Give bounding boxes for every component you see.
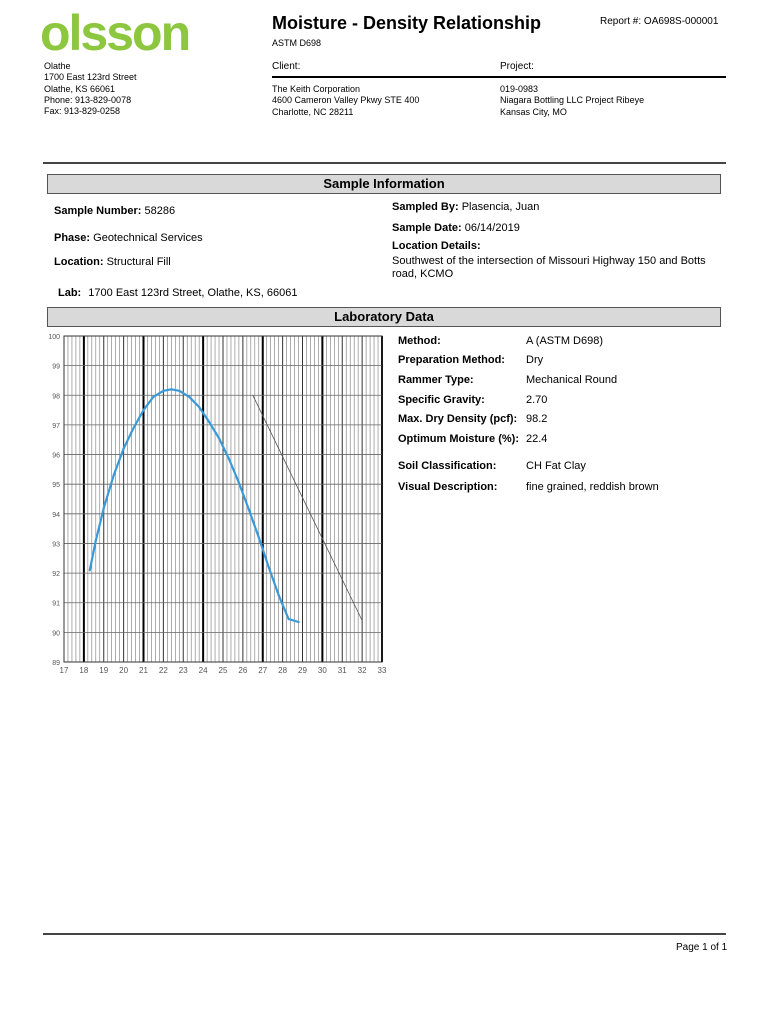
curve-point	[297, 621, 299, 623]
sample-date-value: 06/14/2019	[464, 222, 520, 234]
curve-point	[103, 507, 105, 509]
x-tick-label: 25	[218, 666, 228, 675]
x-tick-label: 26	[238, 666, 248, 675]
curve-point	[208, 421, 210, 423]
company-address	[44, 61, 137, 117]
curve-point	[248, 508, 250, 510]
location-value: Structural Fill	[106, 256, 171, 268]
x-tick-label: 21	[139, 666, 148, 675]
specific-gravity-value: 2.70	[526, 394, 548, 406]
location-field	[54, 256, 171, 268]
max-dry-density-value: 98.2	[526, 413, 548, 425]
y-tick-label: 97	[52, 422, 60, 430]
location-details-label: Location Details:	[392, 240, 481, 252]
olsson-logo: olsson	[40, 5, 190, 61]
curve-point	[170, 388, 172, 390]
y-tick-label: 91	[52, 600, 60, 608]
client-line: The Keith Corporation	[272, 84, 361, 94]
lab-label: Lab:	[58, 287, 82, 299]
curve-point	[152, 396, 154, 398]
preparation-method-key: Preparation Method:	[398, 354, 505, 366]
x-tick-label: 27	[258, 666, 268, 675]
client-line: 4600 Cameron Valley Pkwy STE 400	[272, 95, 420, 106]
x-tick-label: 31	[337, 666, 347, 675]
sampled-by-value: Plasencia, Juan	[461, 201, 540, 213]
x-tick-label: 22	[158, 666, 168, 675]
rammer-type-value: Mechanical Round	[526, 374, 618, 386]
curve-point	[228, 458, 230, 460]
address-line: Olathe, KS 66061	[44, 83, 116, 94]
report-number-label: Report #:	[600, 16, 642, 27]
curve-point	[89, 569, 91, 571]
curve-point	[142, 409, 144, 411]
x-tick-label: 30	[317, 666, 327, 675]
curve-point	[123, 448, 125, 450]
header-divider	[272, 76, 726, 78]
curve-point	[258, 536, 260, 538]
curve-point	[95, 539, 97, 541]
y-tick-label: 98	[52, 393, 60, 401]
sample-date-label: Sample Date:	[392, 222, 462, 234]
page-number: Page 1 of 1	[676, 942, 728, 953]
curve-point	[113, 474, 115, 476]
address-line: Fax: 913-829-0258	[44, 106, 121, 117]
x-tick-label: 28	[278, 666, 288, 675]
curve-point	[198, 406, 200, 408]
footer-divider	[43, 933, 726, 935]
client-heading: Client:	[272, 61, 301, 72]
curve-point	[162, 390, 164, 392]
phase-field	[54, 232, 203, 244]
y-tick-label: 93	[52, 541, 60, 549]
method-key: Method:	[398, 335, 441, 347]
curve-point	[218, 437, 220, 439]
curve-point	[132, 427, 134, 429]
location-label: Location:	[54, 256, 104, 268]
soil-classification-key: Soil Classification:	[398, 460, 497, 472]
x-tick-label: 23	[178, 666, 188, 675]
report-subtitle: ASTM D698	[272, 38, 322, 48]
y-tick-label: 94	[52, 511, 60, 519]
project-line: 019-0983	[500, 84, 539, 94]
preparation-method-value: Dry	[526, 354, 544, 366]
sampled-by-label: Sampled By:	[392, 201, 459, 213]
phase-value: Geotechnical Services	[93, 232, 203, 244]
curve-point	[278, 594, 280, 596]
report-number	[600, 16, 718, 27]
y-tick-label: 95	[52, 482, 60, 490]
client-block	[272, 84, 419, 118]
visual-description-value: fine grained, reddish brown	[526, 481, 659, 493]
specific-gravity-key: Specific Gravity:	[398, 394, 485, 406]
curve-point	[287, 618, 289, 620]
x-tick-label: 32	[357, 666, 367, 675]
report-number-value: OA698S-000001	[643, 16, 719, 27]
sample-number-label: Sample Number:	[54, 205, 142, 217]
curve-point	[188, 396, 190, 398]
lab-field	[58, 287, 297, 299]
location-details-line: Southwest of the intersection of Missouri Highway 150 and Botts	[392, 255, 706, 267]
sample-date-field	[392, 222, 520, 234]
y-tick-label: 90	[52, 630, 60, 638]
section-divider	[43, 162, 726, 164]
sample-number-value: 58286	[144, 205, 176, 217]
y-tick-label: 100	[48, 334, 60, 341]
rammer-type-key: Rammer Type:	[398, 374, 474, 386]
x-tick-label: 29	[298, 666, 307, 675]
sampled-by-field	[392, 201, 539, 213]
client-line: Charlotte, NC 28211	[272, 106, 354, 117]
phase-label: Phase:	[54, 232, 91, 244]
x-tick-label: 33	[377, 666, 387, 675]
visual-description-key: Visual Description:	[398, 481, 498, 493]
lab-value: 1700 East 123rd Street, Olathe, KS, 66061	[88, 287, 298, 299]
method-value: A (ASTM D698)	[526, 335, 604, 347]
project-block	[500, 84, 644, 118]
location-details-line: road, KCMO	[392, 268, 454, 280]
address-line: Phone: 913-829-0078	[44, 94, 132, 105]
x-tick-label: 19	[99, 666, 109, 675]
report-title: Moisture - Density Relationship	[272, 13, 542, 33]
moisture-density-chart	[30, 328, 392, 680]
optimum-moisture-key: Optimum Moisture (%):	[398, 433, 519, 445]
x-tick-label: 24	[198, 666, 208, 675]
curve-point	[178, 390, 180, 392]
location-details-value	[392, 255, 722, 281]
y-tick-label: 92	[52, 571, 60, 579]
project-heading: Project:	[500, 61, 534, 72]
address-line: Olathe	[44, 61, 71, 71]
optimum-moisture-value: 22.4	[526, 433, 548, 445]
address-line: 1700 East 123rd Street	[44, 72, 137, 83]
moisture-density-svg	[30, 328, 392, 680]
x-tick-label: 17	[59, 666, 69, 675]
curve-point	[268, 566, 270, 568]
sample-information-header: Sample Information	[47, 174, 721, 194]
project-line: Kansas City, MO	[500, 106, 567, 117]
x-tick-label: 20	[119, 666, 129, 675]
x-tick-label: 18	[79, 666, 89, 675]
laboratory-data-header: Laboratory Data	[47, 307, 721, 327]
curve-point	[238, 482, 240, 484]
soil-classification-value: CH Fat Clay	[526, 460, 586, 472]
y-tick-label: 89	[52, 660, 60, 667]
max-dry-density-key: Max. Dry Density (pcf):	[398, 413, 518, 425]
y-tick-label: 99	[52, 363, 60, 371]
sample-number-field	[54, 205, 175, 217]
project-line: Niagara Bottling LLC Project Ribeye	[500, 95, 645, 106]
y-tick-label: 96	[52, 452, 60, 460]
